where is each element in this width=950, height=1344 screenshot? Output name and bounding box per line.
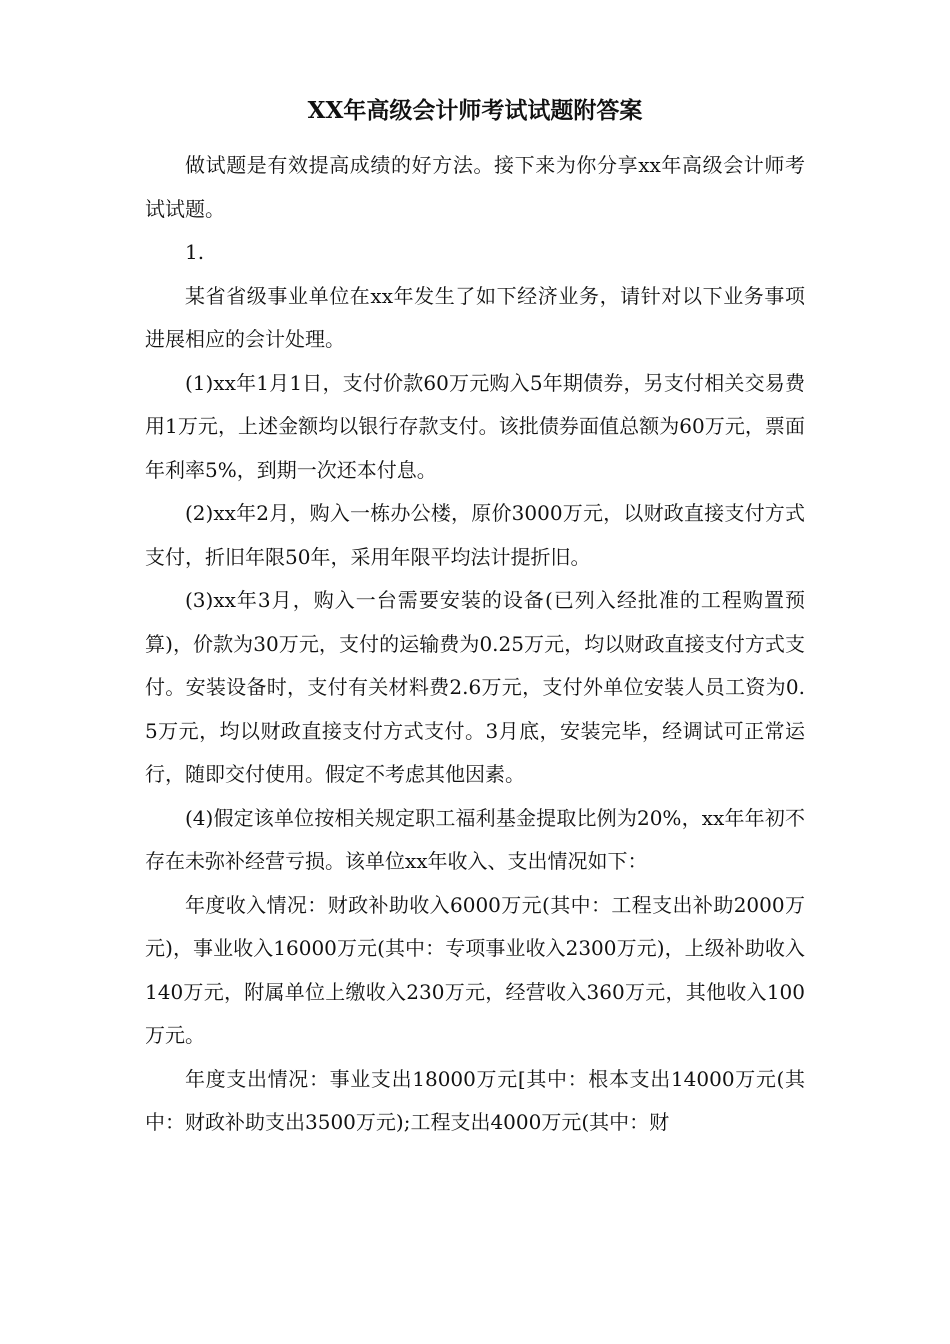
paragraph-question-stem: 某省省级事业单位在xx年发生了如下经济业务，请针对以下业务事项进展相应的会计处理。 — [145, 283, 805, 351]
document-body — [145, 144, 805, 1145]
paragraph-item-1: (1)xx年1月1日，支付价款60万元购入5年期债券，另支付相关交易费用1万元，上述金额均以银行存款支付。该批债券面值总额为60万元，票面年利率5%，到期一次还本付息。 — [145, 370, 805, 482]
paragraph-item-2: (2)xx年2月，购入一栋办公楼，原价3000万元，以财政直接支付方式支付，折旧年限50年，采用年限平均法计提折旧。 — [145, 501, 805, 569]
paragraph-question-number: 1. — [185, 240, 205, 264]
paragraph-item-4: (4)假定该单位按相关规定职工福利基金提取比例为20%，xx年年初不存在未弥补经营亏损。该单位xx年收入、支出情况如下： — [145, 805, 805, 873]
paragraph-intro: 做试题是有效提高成绩的好方法。接下来为你分享xx年高级会计师考试试题。 — [145, 153, 805, 221]
paragraph-annual-expenditure: 年度支出情况：事业支出18000万元[其中：根本支出14000万元(其中：财政补助支出3500万元);工程支出4000万元(其中：财 — [145, 1066, 805, 1134]
document-title: XX年高级会计师考试试题附答案 — [307, 97, 643, 124]
paragraph-annual-income: 年度收入情况：财政补助收入6000万元(其中：工程支出补助2000万元)，事业收入16000万元(其中：专项事业收入2300万元)，上级补助收入140万元，附属单位上缴收入230万元，经营收入360万元，其他收入100万元。 — [145, 892, 805, 1047]
paragraph-item-3: (3)xx年3月，购入一台需要安装的设备(已列入经批准的工程购置预算)，价款为30万元，支付的运输费为0.25万元，均以财政直接支付方式支付。安装设备时，支付有关材料费2.6万元，支付外单位安装人员工资为0.5万元，均以财政直接支付方式支付。3月底，安装完毕，经调试可正常运行，随即交付使用。假定不考虑其他因素。 — [145, 588, 805, 786]
